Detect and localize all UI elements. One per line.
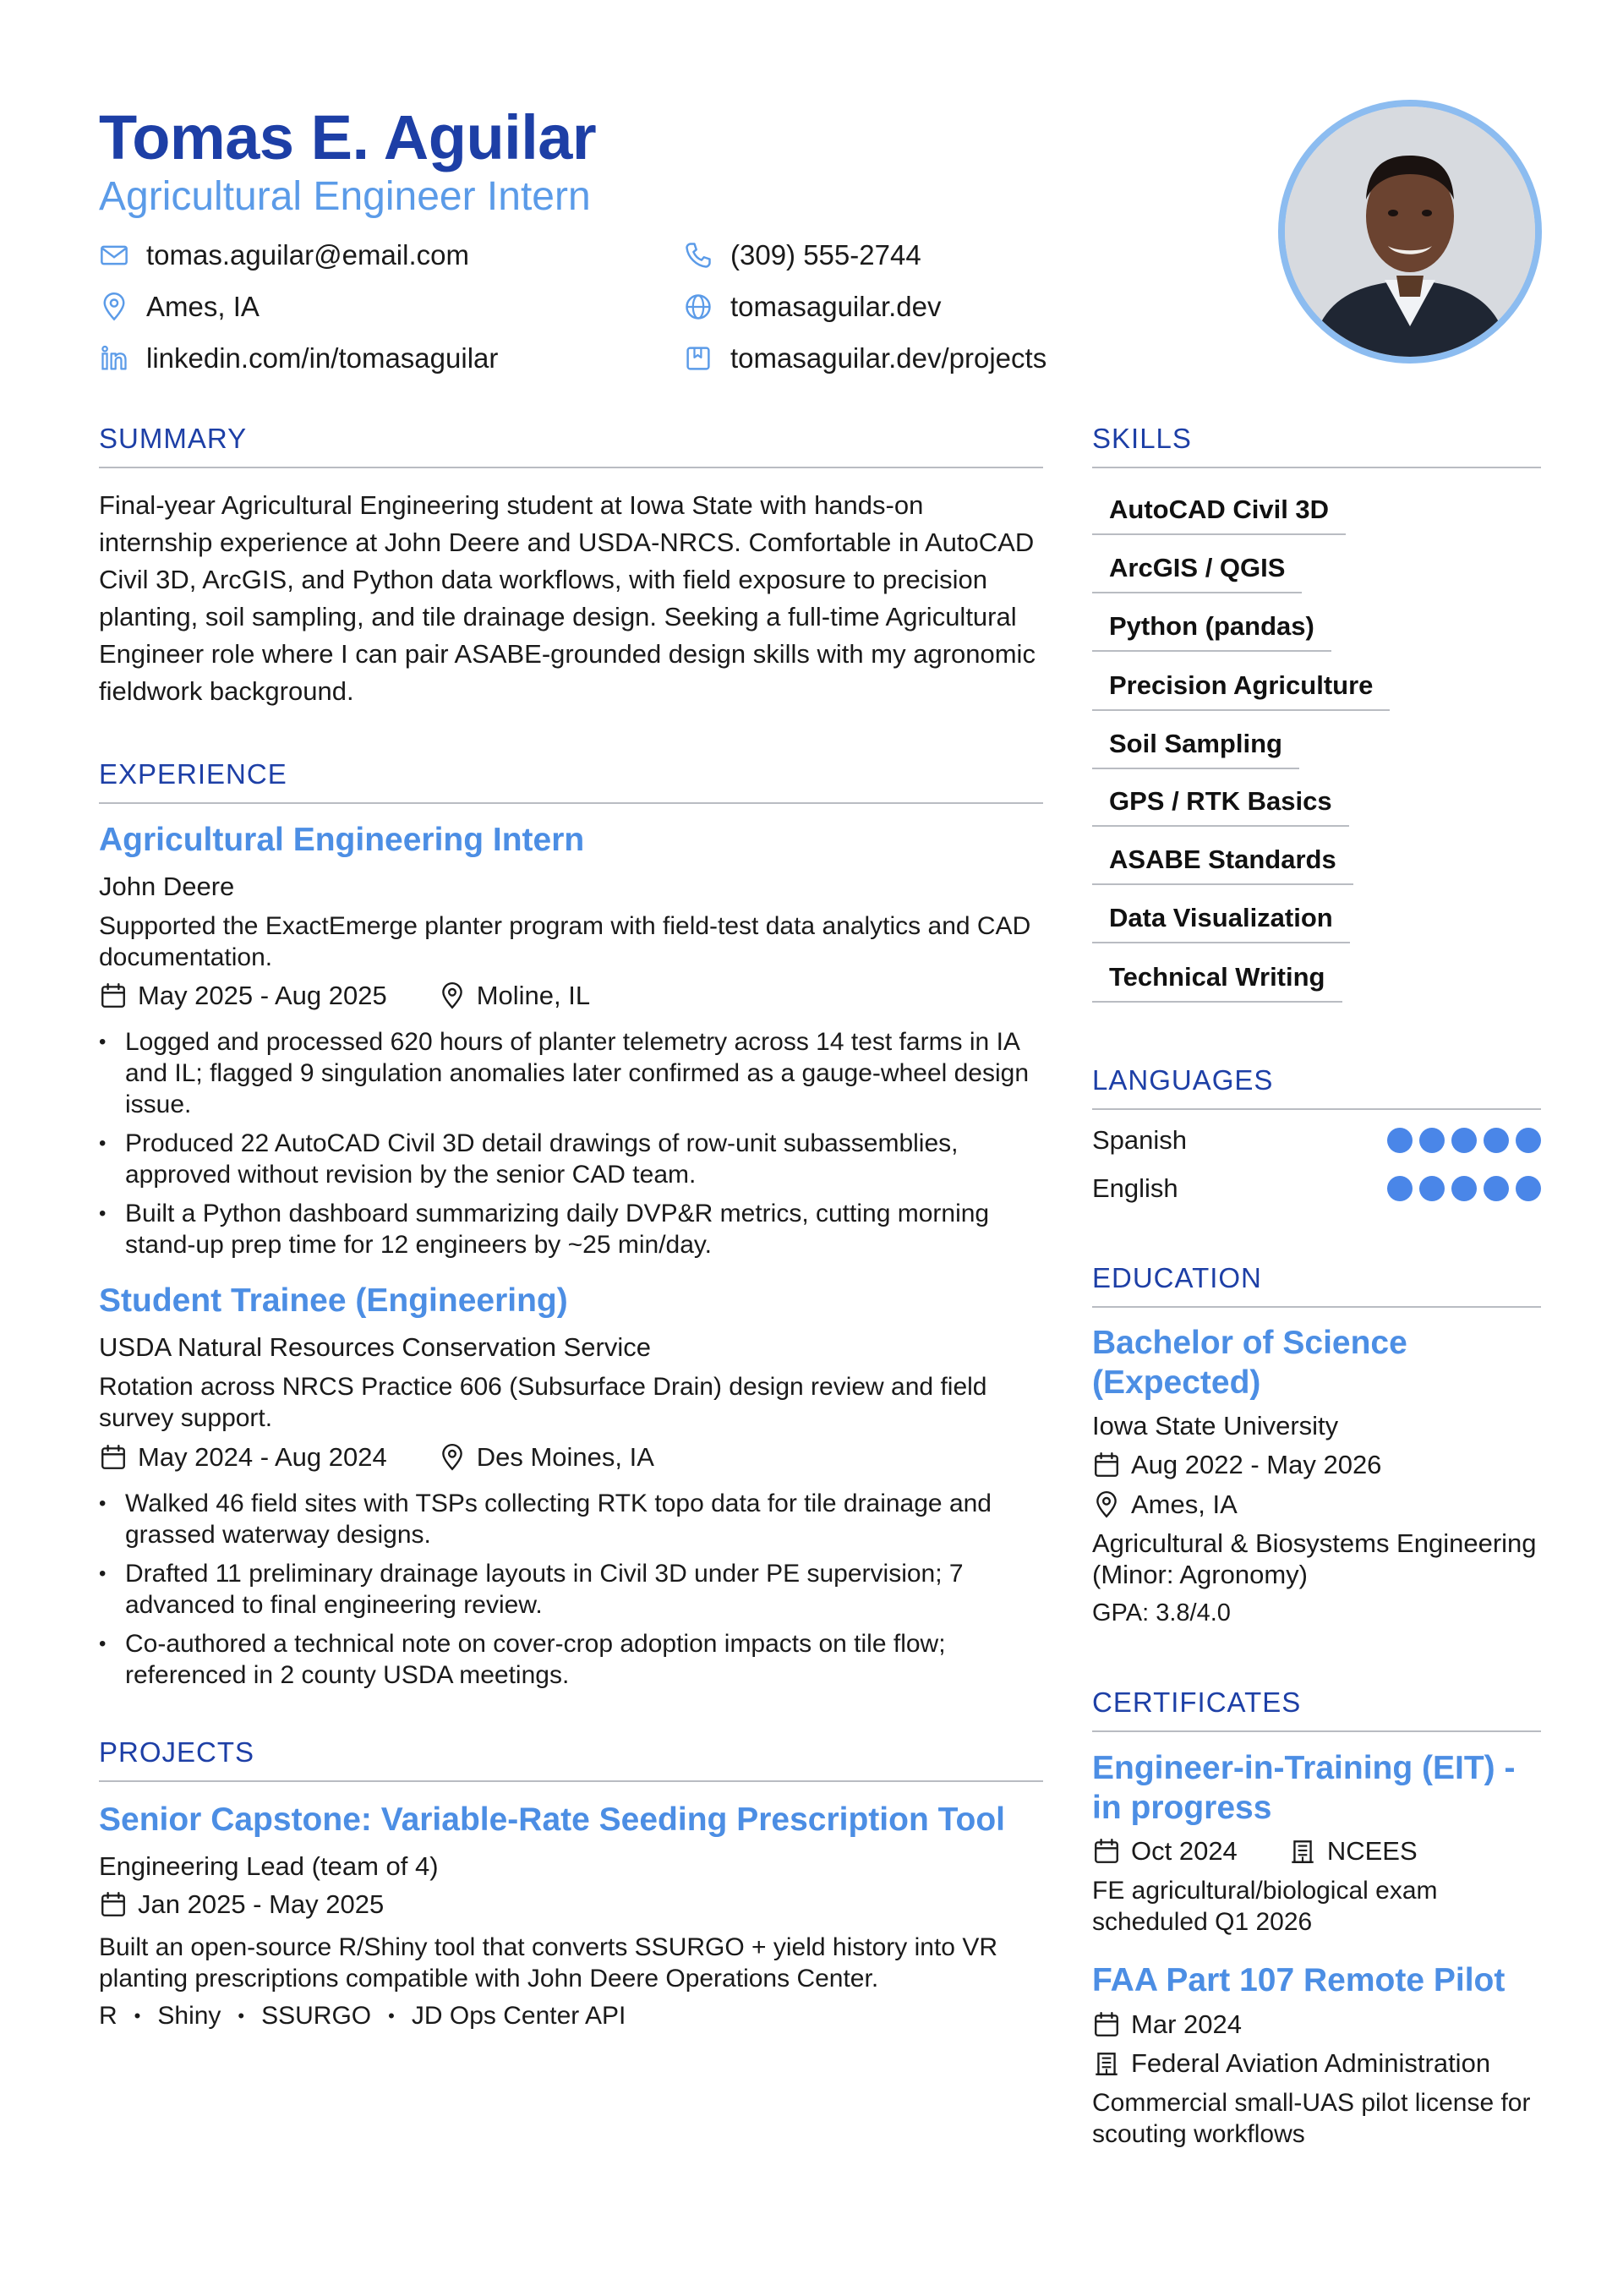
certificate-issuer: Federal Aviation Administration bbox=[1131, 2048, 1491, 2078]
certificates-heading: CERTIFICATES bbox=[1092, 1686, 1541, 1732]
projects-heading: PROJECTS bbox=[99, 1736, 1043, 1782]
language-name: English bbox=[1092, 1173, 1178, 1203]
rating-dot bbox=[1516, 1128, 1541, 1153]
school-name: Iowa State University bbox=[1092, 1411, 1339, 1440]
job-meta bbox=[99, 1442, 654, 1473]
calendar-icon bbox=[99, 1890, 128, 1919]
project-dates: Jan 2025 - May 2025 bbox=[138, 1889, 385, 1919]
tag: SSURGO bbox=[261, 2002, 372, 2030]
calendar-icon bbox=[99, 981, 128, 1010]
rating-dot bbox=[1451, 1128, 1477, 1153]
phone-icon bbox=[683, 240, 713, 271]
certificate-meta bbox=[1092, 1836, 1418, 1867]
contact-email[interactable] bbox=[99, 239, 469, 271]
tag: R bbox=[99, 2002, 117, 2030]
location-text: Ames, IA bbox=[146, 291, 260, 322]
list-item: • Drafted 11 preliminary drainage layouts in Civil 3D under PE supervision; 7 advanced to final engineering review. bbox=[99, 1558, 1043, 1621]
rating-dot bbox=[1451, 1176, 1477, 1201]
job-dates: May 2024 - Aug 2024 bbox=[138, 1442, 387, 1472]
rating-dot bbox=[1419, 1128, 1445, 1153]
summary-text: Final-year Agricultural Engineering student at Iowa State with hands-on internship experience at John Deere and USDA-NRCS. Comfortable in AutoCAD Civil 3D, ArcGIS, and Python data workflows, with field exposure to precision planting, soil sampling, and tile drainage design. Seeking a full-time Agricultural Engineer role where I can pair ASABE-grounded design skills with my agronomic fieldwork background. bbox=[99, 490, 1036, 706]
job-bullets bbox=[99, 1026, 1043, 1268]
bookmark-icon bbox=[683, 343, 713, 374]
linkedin-text: linkedin.com/in/tomasaguilar bbox=[146, 342, 499, 374]
education-gpa: GPA: 3.8/4.0 bbox=[1092, 1599, 1231, 1626]
envelope-icon bbox=[99, 240, 129, 271]
certificate-meta bbox=[1092, 2009, 1242, 2040]
contact-phone[interactable] bbox=[683, 239, 921, 271]
linkedin-icon bbox=[99, 343, 129, 374]
profile-photo bbox=[1278, 100, 1542, 364]
contact-website[interactable] bbox=[683, 291, 941, 323]
rating-dot bbox=[1484, 1176, 1509, 1201]
skill-tag: Precision Agriculture bbox=[1092, 670, 1390, 711]
list-item: • Co-authored a technical note on cover-crop adoption impacts on tile flow; referenced in 2 county USDA meetings. bbox=[99, 1628, 1043, 1691]
tag-separator: • bbox=[388, 2005, 395, 2026]
candidate-title: Agricultural Engineer Intern bbox=[99, 174, 591, 219]
calendar-icon bbox=[1092, 1451, 1121, 1479]
skills-heading: SKILLS bbox=[1092, 423, 1541, 468]
education-heading: EDUCATION bbox=[1092, 1262, 1541, 1308]
project-tags bbox=[99, 2002, 626, 2031]
list-item: • Walked 46 field sites with TSPs collecting RTK topo data for tile drainage and grassed waterway designs. bbox=[99, 1488, 1043, 1550]
language-row bbox=[1092, 1125, 1541, 1156]
language-name: Spanish bbox=[1092, 1125, 1188, 1155]
project-title: Senior Capstone: Variable-Rate Seeding Prescription Tool bbox=[99, 1801, 1006, 1838]
map-pin-icon bbox=[438, 981, 467, 1010]
tag-separator: • bbox=[134, 2005, 141, 2026]
rating-dot bbox=[1516, 1176, 1541, 1201]
certificate-description: Commercial small-UAS pilot license for scouting workflows bbox=[1092, 2089, 1531, 2148]
list-item: • Built a Python dashboard summarizing daily DVP&R metrics, cutting morning stand-up prep time for 12 engineers by ~25 min/day. bbox=[99, 1198, 1043, 1260]
education-dates-text: Aug 2022 - May 2026 bbox=[1131, 1450, 1382, 1479]
languages-heading: LANGUAGES bbox=[1092, 1064, 1541, 1110]
email-text: tomas.aguilar@email.com bbox=[146, 239, 469, 271]
job-bullets bbox=[99, 1488, 1043, 1698]
calendar-icon bbox=[1092, 1837, 1121, 1866]
skill-tag: Data Visualization bbox=[1092, 903, 1350, 943]
job-description: Supported the ExactEmerge planter program with field-test data analytics and CAD documentation. bbox=[99, 912, 1031, 971]
skill-tag: Python (pandas) bbox=[1092, 611, 1331, 652]
certificate-description: FE agricultural/biological exam scheduled Q1 2026 bbox=[1092, 1877, 1438, 1936]
job-company: USDA Natural Resources Conservation Service bbox=[99, 1332, 651, 1362]
education-field: Agricultural & Biosystems Engineering (Minor: Agronomy) bbox=[1092, 1528, 1537, 1589]
job-title: Student Trainee (Engineering) bbox=[99, 1282, 568, 1319]
tag: Shiny bbox=[157, 2002, 221, 2030]
job-title: Agricultural Engineering Intern bbox=[99, 822, 585, 858]
certificate-date: Oct 2024 bbox=[1131, 1836, 1238, 1866]
map-pin-icon bbox=[438, 1443, 467, 1472]
tag: JD Ops Center API bbox=[411, 2002, 626, 2030]
rating-dot bbox=[1387, 1128, 1413, 1153]
globe-icon bbox=[683, 292, 713, 322]
certificate-issuer: NCEES bbox=[1326, 1836, 1418, 1866]
job-meta bbox=[99, 981, 590, 1011]
language-rating bbox=[1380, 1128, 1541, 1153]
job-location: Des Moines, IA bbox=[476, 1442, 654, 1472]
contact-portfolio[interactable] bbox=[683, 342, 1046, 374]
website-text: tomasaguilar.dev bbox=[730, 291, 942, 322]
map-pin-icon bbox=[99, 292, 129, 322]
contact-linkedin[interactable] bbox=[99, 342, 498, 374]
skill-tag: AutoCAD Civil 3D bbox=[1092, 495, 1346, 535]
degree-title: Bachelor of Science (Expected) bbox=[1092, 1325, 1407, 1401]
job-location: Moline, IL bbox=[476, 981, 591, 1010]
project-description: Built an open-source R/Shiny tool that converts SSURGO + yield history into VR planting prescriptions compatible with John Deere Operations Center. bbox=[99, 1933, 997, 1993]
map-pin-icon bbox=[1092, 1490, 1121, 1519]
rating-dot bbox=[1387, 1176, 1413, 1201]
skill-tag: ASABE Standards bbox=[1092, 845, 1353, 885]
calendar-icon bbox=[1092, 2010, 1121, 2039]
certificate-title: Engineer-in-Training (EIT) - in progress bbox=[1092, 1750, 1516, 1826]
project-role: Engineering Lead (team of 4) bbox=[99, 1851, 439, 1881]
job-description: Rotation across NRCS Practice 606 (Subsurface Drain) design review and field survey support. bbox=[99, 1373, 987, 1432]
tag-separator: • bbox=[238, 2005, 245, 2026]
language-row bbox=[1092, 1173, 1541, 1204]
certificate-title: FAA Part 107 Remote Pilot bbox=[1092, 1962, 1506, 1998]
person-portrait-icon bbox=[1285, 107, 1535, 357]
education-location-text: Ames, IA bbox=[1131, 1490, 1238, 1519]
building-icon bbox=[1288, 1837, 1317, 1866]
list-item: • Produced 22 AutoCAD Civil 3D detail drawings of row-unit subassemblies, approved without revision by the senior CAD team. bbox=[99, 1128, 1043, 1190]
education-dates bbox=[1092, 1450, 1381, 1480]
skill-tag: ArcGIS / QGIS bbox=[1092, 553, 1302, 593]
building-icon bbox=[1092, 2049, 1121, 2078]
contact-location bbox=[99, 291, 260, 323]
skill-tag: Soil Sampling bbox=[1092, 729, 1299, 769]
summary-heading: SUMMARY bbox=[99, 423, 1043, 468]
skill-tag: GPS / RTK Basics bbox=[1092, 786, 1349, 827]
education-location bbox=[1092, 1490, 1238, 1520]
certificate-issuer-row bbox=[1092, 2048, 1490, 2079]
language-rating bbox=[1380, 1176, 1541, 1201]
rating-dot bbox=[1419, 1176, 1445, 1201]
phone-text: (309) 555-2744 bbox=[730, 239, 921, 271]
portfolio-text: tomasaguilar.dev/projects bbox=[730, 342, 1047, 374]
project-meta bbox=[99, 1889, 384, 1920]
list-item: • Logged and processed 620 hours of planter telemetry across 14 test farms in IA and IL; flagged 9 singulation anomalies later confirmed as a gauge-wheel design issue. bbox=[99, 1026, 1043, 1120]
certificate-date: Mar 2024 bbox=[1131, 2009, 1242, 2039]
skill-tag: Technical Writing bbox=[1092, 962, 1342, 1003]
candidate-name: Tomas E. Aguilar bbox=[99, 102, 597, 172]
rating-dot bbox=[1484, 1128, 1509, 1153]
calendar-icon bbox=[99, 1443, 128, 1472]
job-company: John Deere bbox=[99, 872, 235, 901]
experience-heading: EXPERIENCE bbox=[99, 758, 1043, 804]
job-dates: May 2025 - Aug 2025 bbox=[138, 981, 387, 1010]
